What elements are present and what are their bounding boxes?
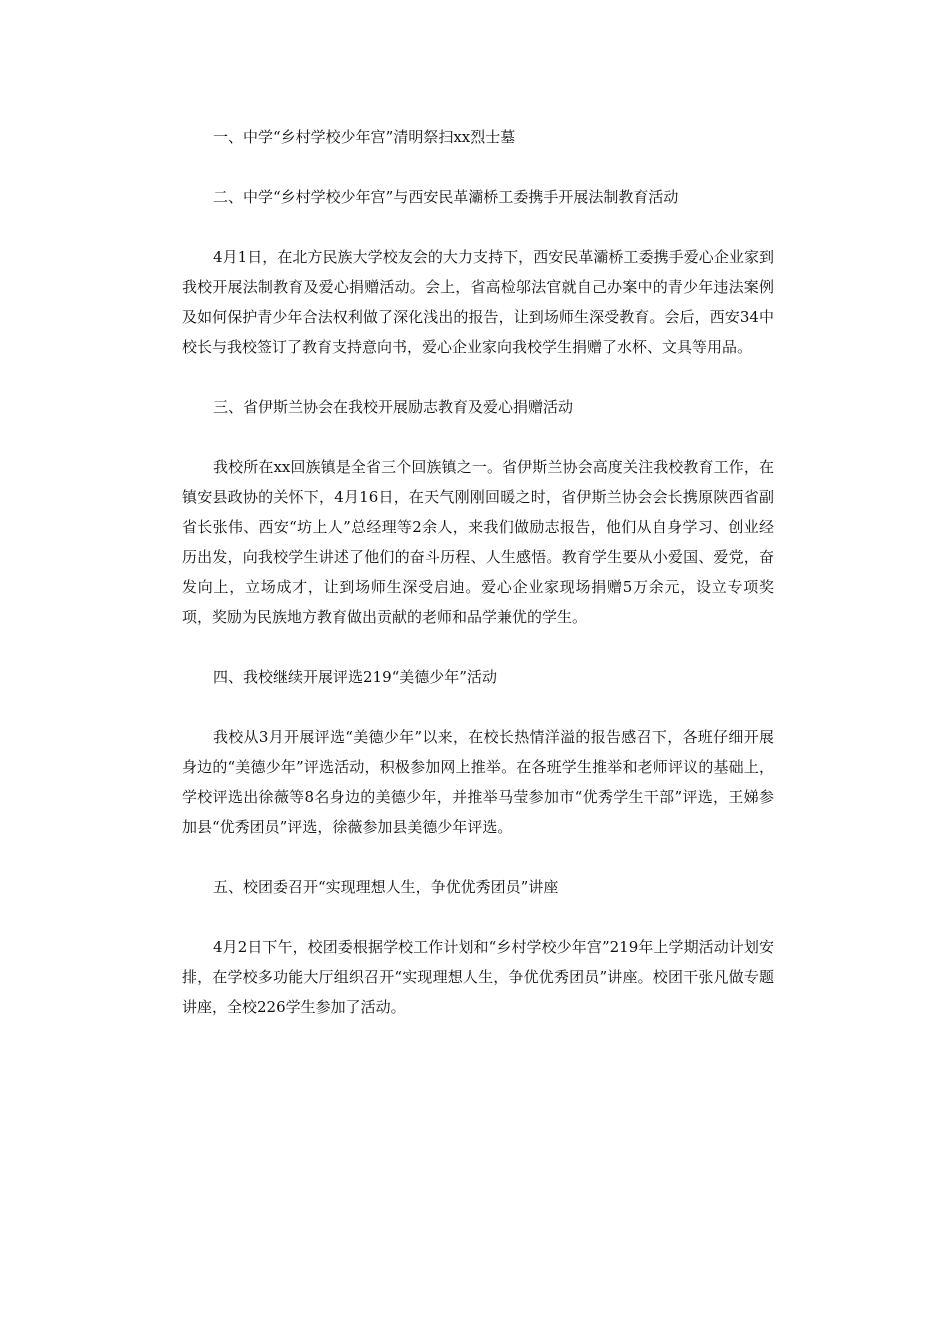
- document-content: [182, 122, 774, 1052]
- section-body-4: 我校从3月开展评选“美德少年”以来，在校长热情洋溢的报告感召下，各班仔细开展身边的“美德少年”评选活动，积极参加网上推举。在各班学生推举和老师评议的基础上，学校评选出徐薇等8名身边的美德少年，并推举马莹参加市“优秀学生干部”评选，王娣参加县“优秀团员”评选，徐薇参加县美德少年评选。: [182, 728, 774, 836]
- section-body-3: 我校所在xx回族镇是全省三个回族镇之一。省伊斯兰协会高度关注我校教育工作，在镇安县政协的关怀下，4月16日，在天气刚刚回暖之时，省伊斯兰协会会长携原陕西省副省长张伟、西安“坊上人”总经理等2余人，来我们做励志报告，他们从自身学习、创业经历出发，向我校学生讲述了他们的奋斗历程、人生感悟。教育学生要从小爱国、爱党，奋发向上，立场成才，让到场师生深受启迪。爱心企业家现场捐赠5万余元，设立专项奖项，奖励为民族地方教育做出贡献的老师和品学兼优的学生。: [182, 458, 774, 626]
- section-heading-1: 一、中学“乡村学校少年宫”清明祭扫xx烈士墓: [213, 128, 516, 146]
- section-body-5: 4月2日下午，校团委根据学校工作计划和“乡村学校少年宫”219年上学期活动计划安排，在学校多功能大厅组织召开“实现理想人生，争优优秀团员”讲座。校团干张凡做专题讲座，全校226学生参加了活动。: [182, 938, 774, 1016]
- section-heading-2: 二、中学“乡村学校少年宫”与西安民革灞桥工委携手开展法制教育活动: [213, 188, 679, 206]
- section-heading-5: 五、校团委召开“实现理想人生，争优优秀团员”讲座: [213, 878, 559, 896]
- section-body-2: 4月1日，在北方民族大学校友会的大力支持下，西安民革灞桥工委携手爱心企业家到我校开展法制教育及爱心捐赠活动。会上，省高检邬法官就自己办案中的青少年违法案例及如何保护青少年合法权利做了深化浅出的报告，让到场师生深受教育。会后，西安34中校长与我校签订了教育支持意向书，爱心企业家向我校学生捐赠了水杯、文具等用品。: [182, 248, 774, 356]
- section-heading-3: 三、省伊斯兰协会在我校开展励志教育及爱心捐赠活动: [213, 398, 574, 416]
- section-heading-4: 四、我校继续开展评选219“美德少年”活动: [213, 668, 497, 686]
